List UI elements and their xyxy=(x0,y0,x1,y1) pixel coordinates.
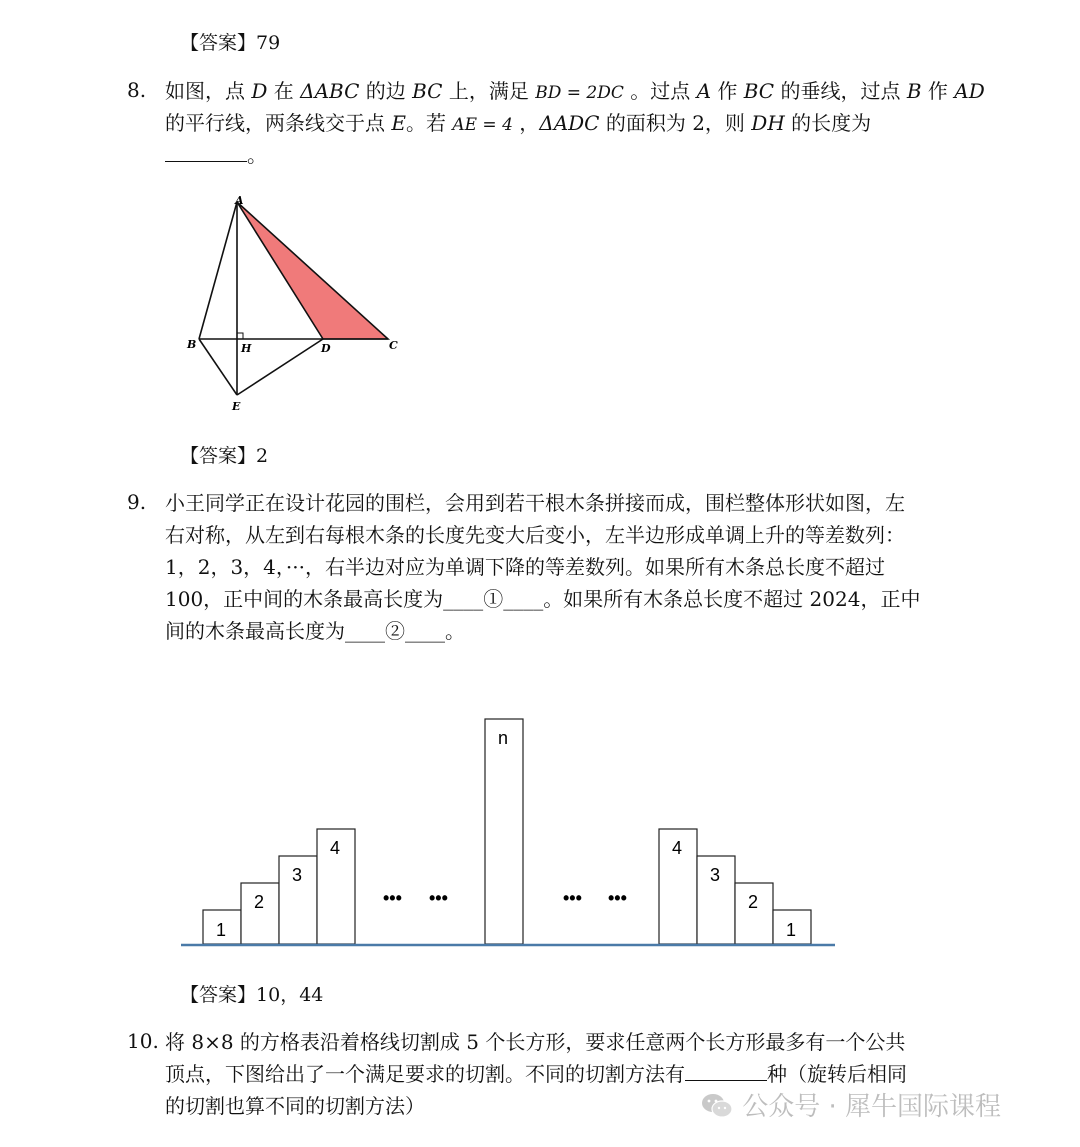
q10-line-3: 的切割也算不同的切割方法） xyxy=(165,1094,425,1118)
label-c: C xyxy=(389,339,398,352)
ellipsis: ••• xyxy=(383,888,402,908)
bar-label: 1 xyxy=(216,920,227,940)
segment-be xyxy=(199,339,237,395)
label-h: H xyxy=(241,342,252,355)
triangle-figure xyxy=(180,190,410,420)
label-a: A xyxy=(235,194,244,207)
fence-figure xyxy=(175,710,845,955)
q8-line-3: 。 xyxy=(165,142,267,168)
bar-label: 2 xyxy=(748,892,759,912)
q8-answer xyxy=(180,441,268,468)
ellipsis: ••• xyxy=(429,888,448,908)
q9-line-4: 100，正中间的木条最高长度为____①____。如果所有木条总长度不超过 2024，正中 xyxy=(165,587,921,611)
q9-line-2: 右对称，从左到右每根木条的长度先变大后变小，左半边形成单调上升的等差数列： xyxy=(165,523,905,547)
bar-label: 4 xyxy=(330,838,341,858)
q8-line-2: 的平行线，两条线交于点 E。若 AE = 4 ，ΔADC 的面积为 2，则 DH 的长度为 xyxy=(165,111,872,135)
q9-line-5: 间的木条最高长度为____②____。 xyxy=(165,619,465,643)
segment-ab xyxy=(199,202,237,339)
q10-line-1: 将 8×8 的方格表沿着格线切割成 5 个长方形，要求任意两个长方形最多有一个公共 xyxy=(165,1030,906,1054)
answer-value: 10，44 xyxy=(256,984,324,1006)
answer-blank xyxy=(685,1062,767,1081)
question-number: 10. xyxy=(127,1029,159,1053)
bar-label: n xyxy=(498,728,509,748)
answer-label: 【答案】 xyxy=(180,984,257,1006)
question-number: 8. xyxy=(127,78,147,102)
answer-label: 【答案】 xyxy=(180,445,257,467)
q9-line-3: 1，2，3，4，···，右半边对应为单调下降的等差数列。如果所有木条总长度不超过 xyxy=(165,555,885,579)
q9-line-1: 小王同学正在设计花园的围栏，会用到若干根木条拼接而成，围栏整体形状如图，左 xyxy=(165,491,905,515)
label-b: B xyxy=(187,338,197,351)
right-angle-mark xyxy=(237,333,243,339)
answer-value: 2 xyxy=(256,445,269,467)
fence-bar-center xyxy=(485,719,523,944)
q7-answer xyxy=(180,28,280,55)
answer-value: 79 xyxy=(256,32,281,54)
q10-line-2: 顶点，下图给出了一个满足要求的切割。不同的切割方法有 种（旋转后相同 xyxy=(165,1062,907,1086)
ellipsis: ••• xyxy=(563,888,582,908)
bar-label: 2 xyxy=(254,892,265,912)
wechat-icon xyxy=(700,1092,734,1120)
bar-label: 3 xyxy=(292,865,303,885)
watermark xyxy=(700,1086,1001,1123)
watermark-text: 公众号 · 犀牛国际课程 xyxy=(742,1092,1002,1122)
bar-label: 4 xyxy=(672,838,683,858)
label-e: E xyxy=(232,400,241,413)
question-number: 9. xyxy=(127,490,147,514)
shaded-triangle-adc xyxy=(237,202,388,339)
q8-line-1: 如图，点 D 在 ΔABC 的边 BC 上，满足 BD = 2DC 。过点 A 作 BC 的垂线，过点 B 作 AD xyxy=(165,79,985,103)
label-d: D xyxy=(321,342,331,355)
bar-label: 3 xyxy=(710,865,721,885)
answer-label: 【答案】 xyxy=(180,32,257,54)
bar-label: 1 xyxy=(786,920,797,940)
ellipsis: ••• xyxy=(608,888,627,908)
answer-blank xyxy=(165,143,247,162)
q9-answer xyxy=(180,980,323,1007)
